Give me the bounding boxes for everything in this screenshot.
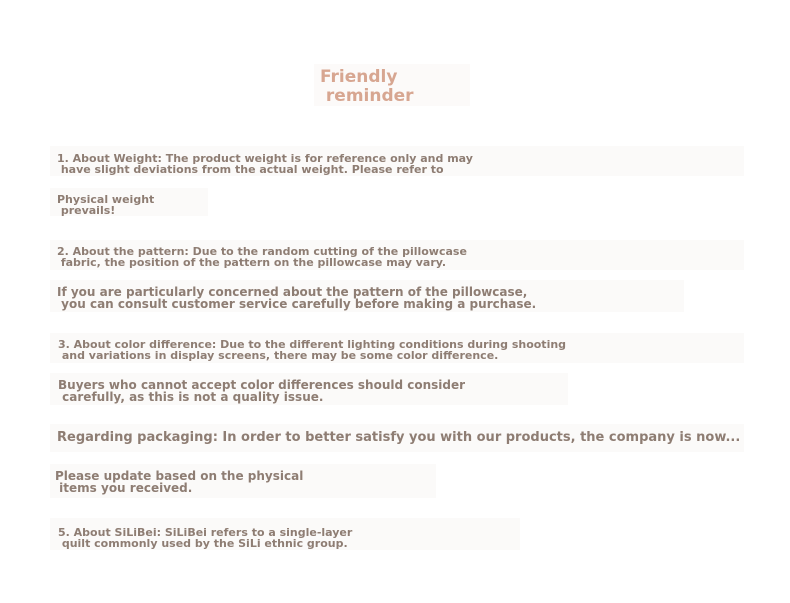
color-acceptance-note: Buyers who cannot accept color differences should consider carefully, as this is not a quality issue. <box>50 373 568 405</box>
pattern-note: 2. About the pattern: Due to the random cutting of the pillowcase fabric, the position of the pattern on the pillowcase may vary. <box>50 240 744 270</box>
packaging-note: Regarding packaging: In order to better satisfy you with our products, the company is now... <box>50 424 744 452</box>
silibei-note: 5. About SiLiBei: SiLiBei refers to a single-layer quilt commonly used by the SiLi ethnic group. <box>50 518 520 550</box>
pattern-consult-note: If you are particularly concerned about the pattern of the pillowcase, you can consult customer service carefully before making a purchase. <box>50 280 684 312</box>
weight-prevails-note: Physical weight prevails! <box>50 188 208 216</box>
color-difference-note: 3. About color difference: Due to the different lighting conditions during shooting and variations in display screens, there may be some color difference. <box>50 333 744 363</box>
reminder-title: Friendly reminder <box>314 64 470 106</box>
packaging-update-note: Please update based on the physical items you received. <box>50 464 436 498</box>
weight-note: 1. About Weight: The product weight is for reference only and may have slight deviations from the actual weight. Please refer to <box>50 146 744 176</box>
